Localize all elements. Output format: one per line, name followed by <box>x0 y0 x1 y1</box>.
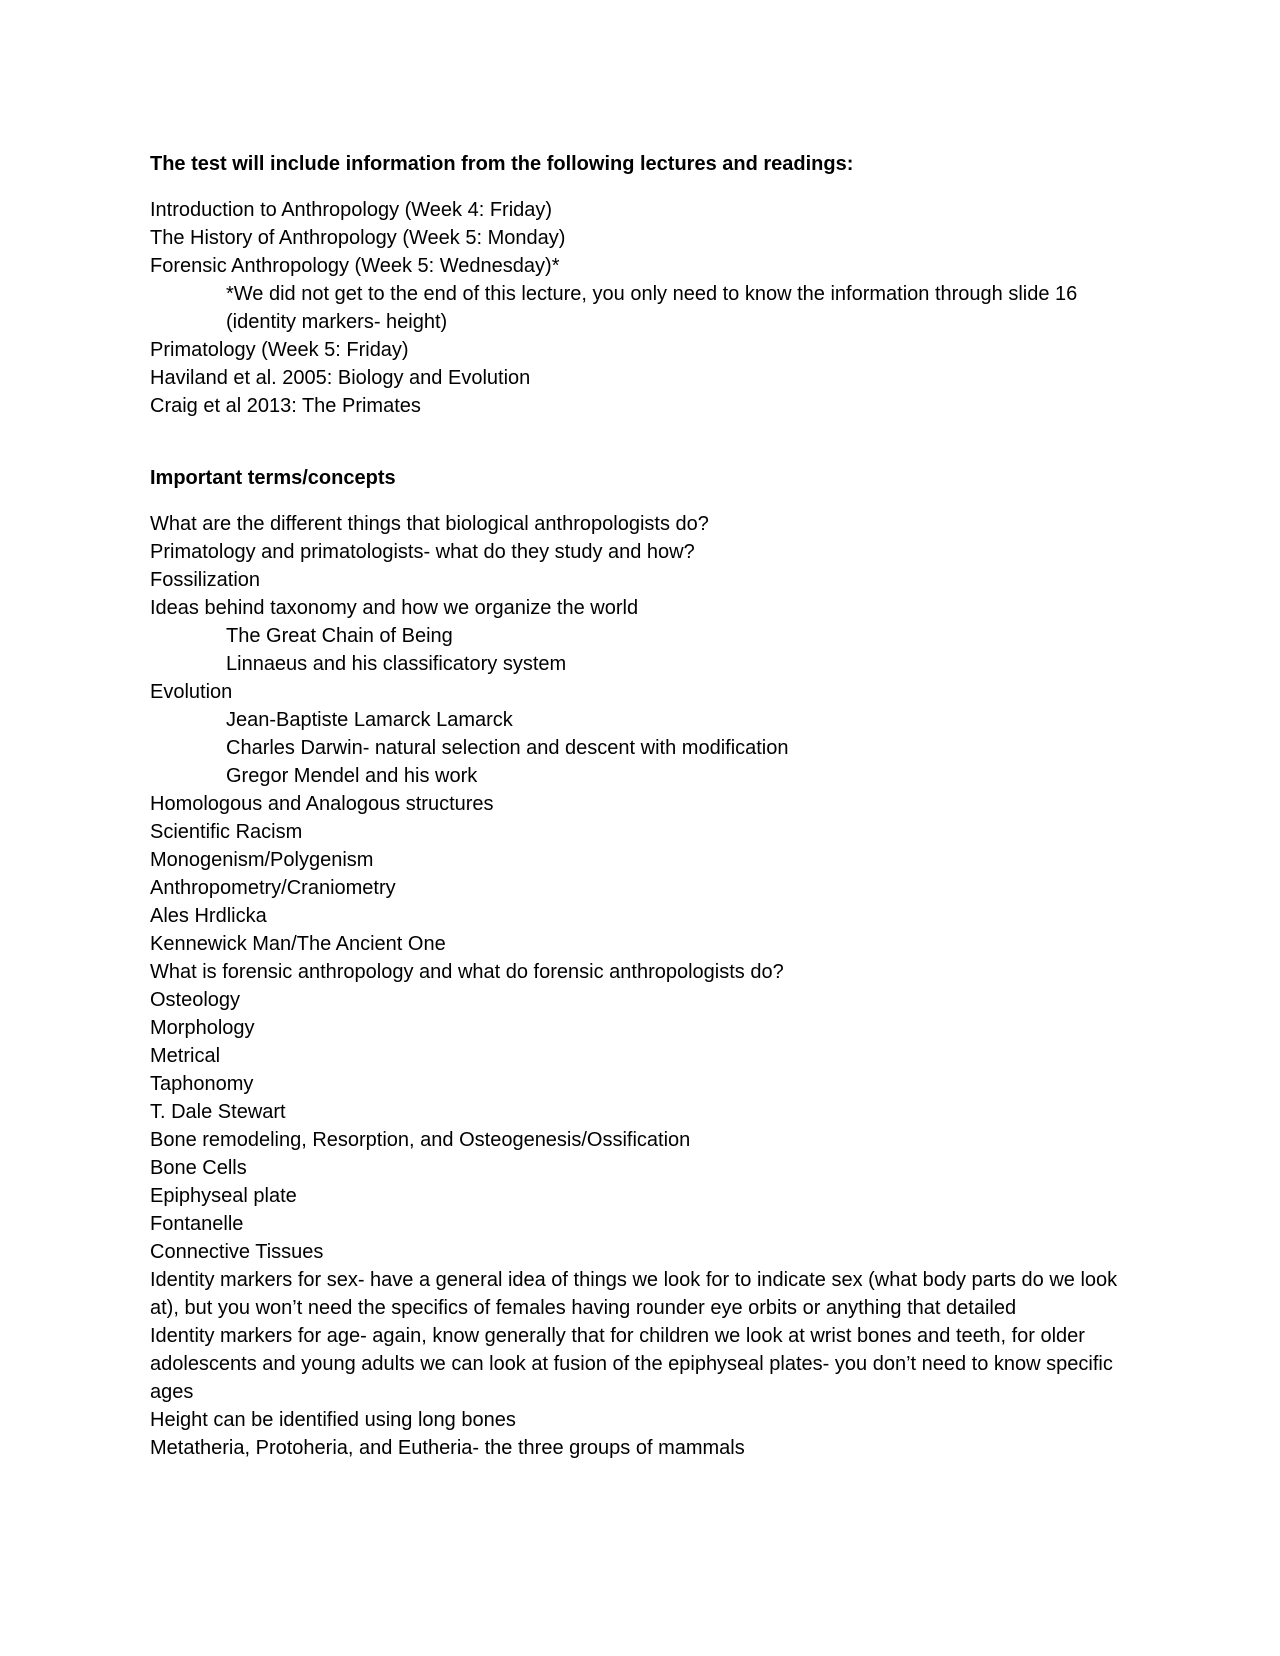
term-item: Bone remodeling, Resorption, and Osteogenesis/Ossification <box>150 1129 691 1151</box>
term-item: Gregor Mendel and his work <box>226 765 478 787</box>
term-item: Identity markers for sex- have a general idea of things we look for to indicate sex (what body parts do we look at), but you won’t need the specifics of females having rounder eye orbits or anything that detailed <box>150 1269 1118 1319</box>
term-item: Scientific Racism <box>150 821 303 843</box>
term-item: Epiphyseal plate <box>150 1185 297 1207</box>
term-item: Monogenism/Polygenism <box>150 849 374 871</box>
terms-list <box>150 510 1130 1462</box>
term-item: What are the different things that biological anthropologists do? <box>150 513 709 535</box>
reading-item: Craig et al 2013: The Primates <box>150 395 421 417</box>
term-item: Height can be identified using long bones <box>150 1409 516 1431</box>
term-item: Connective Tissues <box>150 1241 324 1263</box>
term-item: Linnaeus and his classificatory system <box>226 653 567 675</box>
term-item: Osteology <box>150 989 241 1011</box>
term-item: Primatology and primatologists- what do they study and how? <box>150 541 695 563</box>
term-item: What is forensic anthropology and what do forensic anthropologists do? <box>150 961 784 983</box>
term-item: Ales Hrdlicka <box>150 905 267 927</box>
term-item: Identity markers for age- again, know generally that for children we look at wrist bones and teeth, for older adolescents and young adults we can look at fusion of the epiphyseal plates- you don’t need to know specific ages <box>150 1325 1113 1403</box>
reading-item: The History of Anthropology (Week 5: Monday) <box>150 227 566 249</box>
reading-item: Primatology (Week 5: Friday) <box>150 339 409 361</box>
terms-heading: Important terms/concepts <box>150 467 396 489</box>
term-item: Metatheria, Protoheria, and Eutheria- the three groups of mammals <box>150 1437 745 1459</box>
term-item: Homologous and Analogous structures <box>150 793 494 815</box>
spacer <box>150 492 1130 510</box>
term-item: Charles Darwin- natural selection and descent with modification <box>226 737 789 759</box>
term-item: Evolution <box>150 681 233 703</box>
spacer <box>150 178 1130 196</box>
reading-item: *We did not get to the end of this lecture, you only need to know the information through slide 16 (identity markers- height) <box>226 283 1078 333</box>
readings-heading: The test will include information from the following lectures and readings: <box>150 153 854 175</box>
document-page <box>150 150 1130 1462</box>
term-item: Kennewick Man/The Ancient One <box>150 933 446 955</box>
term-item: T. Dale Stewart <box>150 1101 286 1123</box>
readings-list <box>150 196 1130 420</box>
term-item: Morphology <box>150 1017 255 1039</box>
term-item: Fossilization <box>150 569 261 591</box>
reading-item: Introduction to Anthropology (Week 4: Friday) <box>150 199 553 221</box>
term-item: Ideas behind taxonomy and how we organize the world <box>150 597 639 619</box>
reading-item: Haviland et al. 2005: Biology and Evolution <box>150 367 531 389</box>
term-item: The Great Chain of Being <box>226 625 453 647</box>
term-item: Bone Cells <box>150 1157 247 1179</box>
reading-item: Forensic Anthropology (Week 5: Wednesday)* <box>150 255 560 277</box>
term-item: Jean-Baptiste Lamarck Lamarck <box>226 709 513 731</box>
term-item: Taphonomy <box>150 1073 254 1095</box>
term-item: Anthropometry/Craniometry <box>150 877 396 899</box>
term-item: Metrical <box>150 1045 221 1067</box>
term-item: Fontanelle <box>150 1213 244 1235</box>
spacer <box>150 420 1130 464</box>
